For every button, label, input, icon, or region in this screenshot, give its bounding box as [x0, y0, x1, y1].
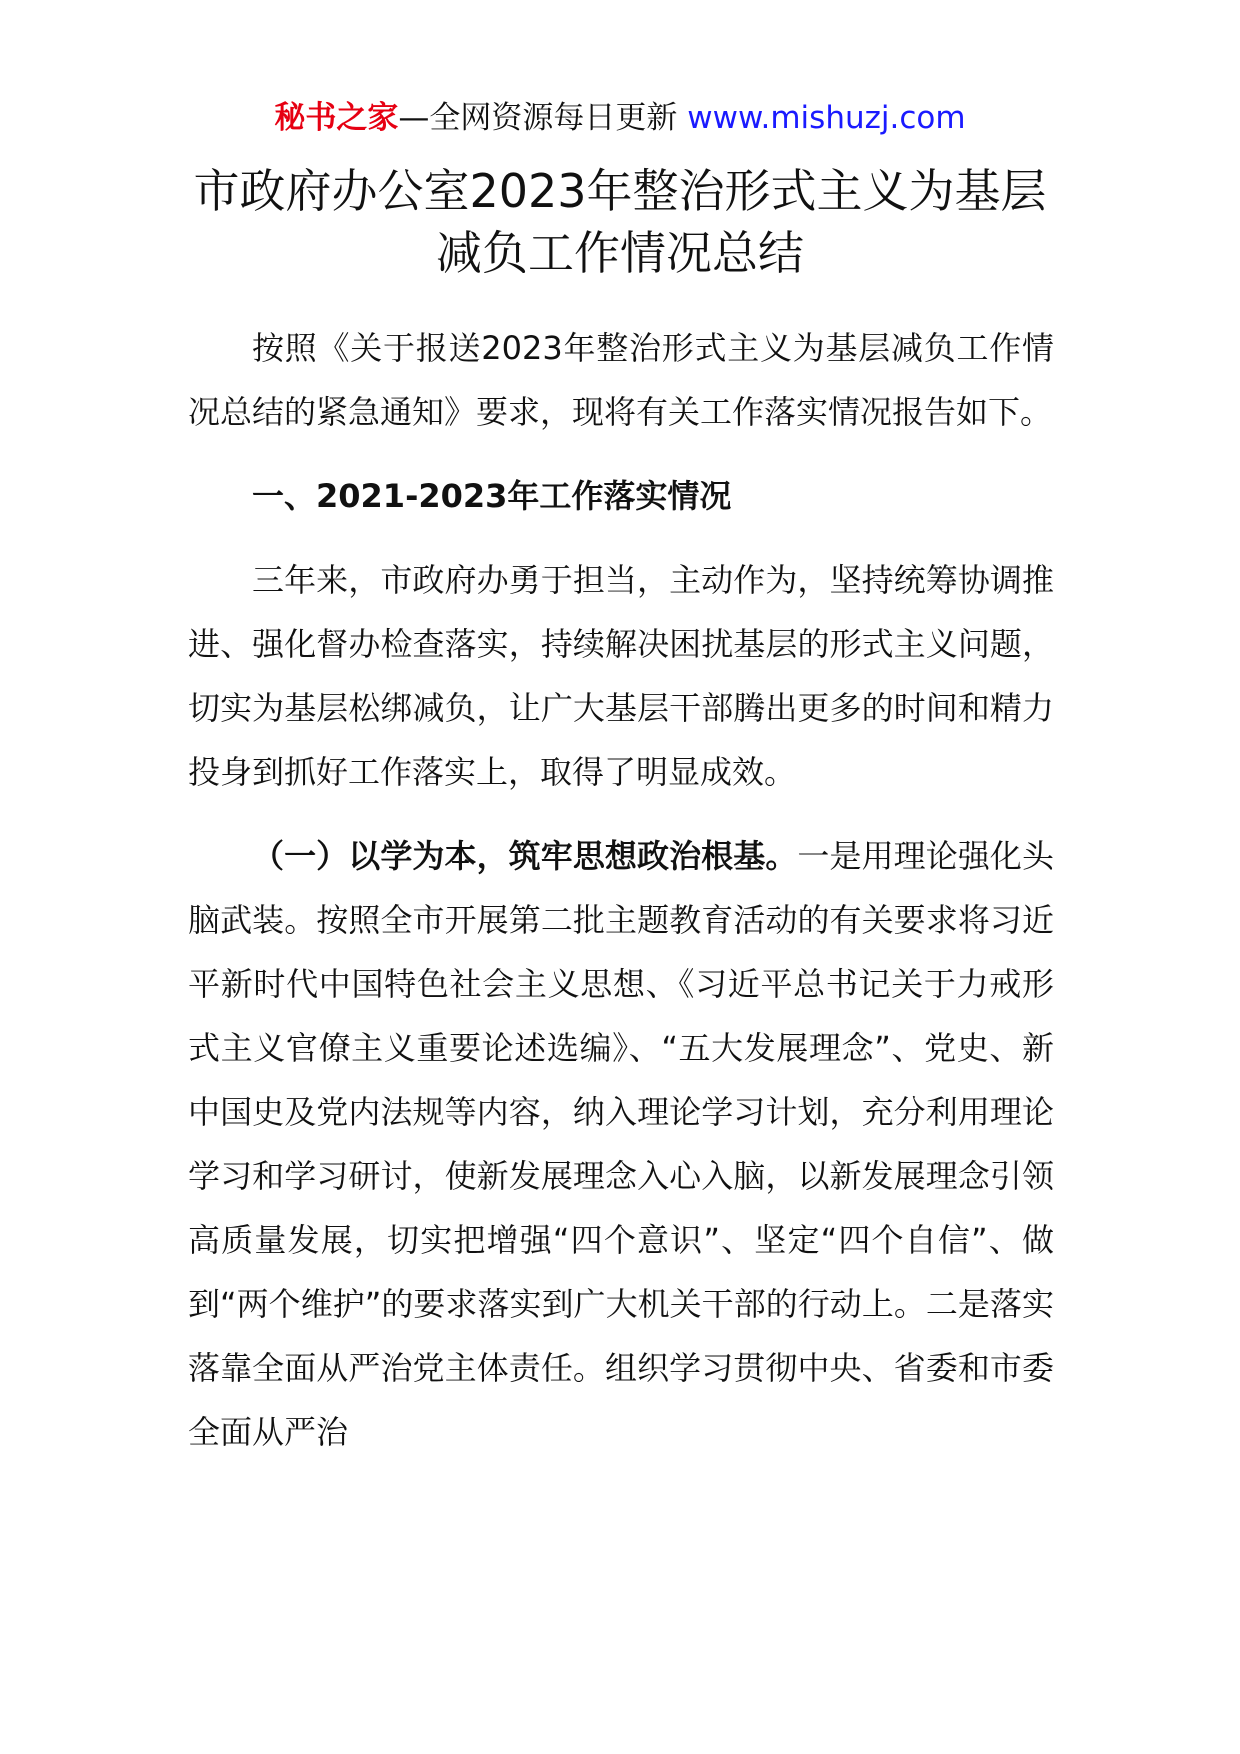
section-heading-1: 一、2021-2023年工作落实情况	[252, 477, 732, 515]
title-line-1: 市政府办公室2023年整治形式主义为基层	[193, 164, 1047, 218]
document-title	[0, 160, 1240, 284]
brand-name: 秘书之家	[274, 100, 399, 136]
document-body	[188, 316, 1054, 1464]
subsection-1-text: 一是用理论强化头脑武装。按照全市开展第二批主题教育活动的有关要求将习近平新时代中国特色社会主义思想、《习近平总书记关于力戒形式主义官僚主义重要论述选编》、“五大发展理念”、党史、新中国史及党内法规等内容，纳入理论学习计划，充分利用理论学习和学习研讨，使新发展理念入心入脑，以新发展理念引领高质量发展，切实把增强“四个意识”、坚定“四个自信”、做到“两个维护”的要求落实到广大机关干部的行动上。二是落实落靠全面从严治党主体责任。组织学习贯彻中央、省委和市委全面从严治	[188, 837, 1054, 1451]
section-1-paragraph: 三年来，市政府办勇于担当，主动作为，坚持统筹协调推进、强化督办检查落实，持续解决困扰基层的形式主义问题，切实为基层松绑减负，让广大基层干部腾出更多的时间和精力投身到抓好工作落实上，取得了明显成效。	[188, 561, 1054, 791]
intro-paragraph: 按照《关于报送2023年整治形式主义为基层减负工作情况总结的紧急通知》要求，现将有关工作落实情况报告如下。	[188, 329, 1054, 431]
banner-tagline: —全网资源每日更新	[398, 100, 678, 136]
site-url-link[interactable]: www.mishuzj.com	[687, 100, 966, 136]
title-line-2: 减负工作情况总结	[436, 226, 804, 280]
subsection-1-paragraph	[188, 824, 1054, 1464]
subsection-1-lead: （一）以学为本，筑牢思想政治根基。	[252, 837, 798, 875]
site-banner	[0, 98, 1240, 138]
